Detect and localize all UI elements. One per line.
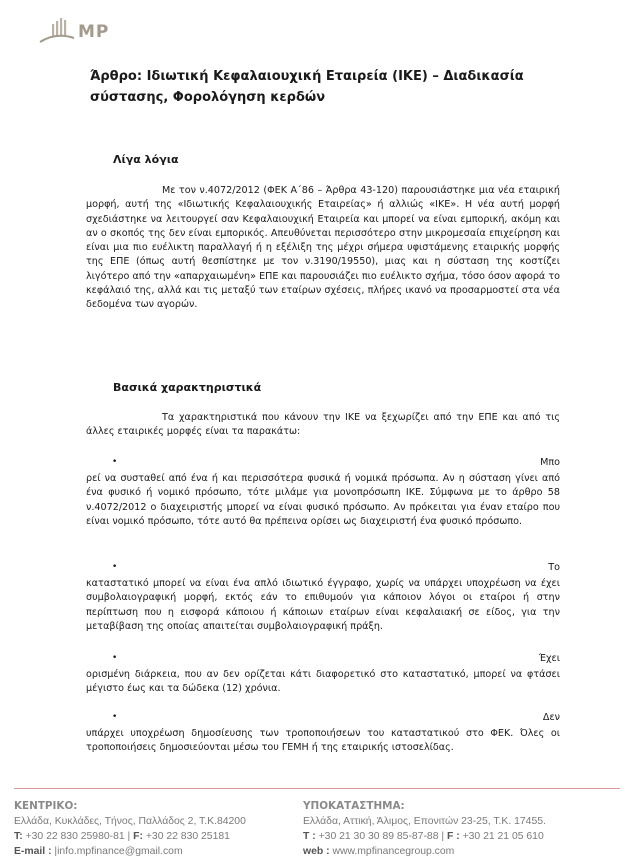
footer-branch bbox=[303, 799, 623, 859]
bullet-icon: • bbox=[112, 457, 118, 467]
bullet-lead-text: Μπο bbox=[540, 457, 560, 468]
bullet-body-text: υπάρχει υποχρέωση δημοσίευσης των τροποποιήσεων του καταστατικού στο ΦΕΚ. Όλες οι τροποποιήσεις δημοσιεύονται μέσω του ΓΕΜΗ ή της εταιρικής ιστοσελίδας. bbox=[86, 728, 560, 754]
bullet-icon: • bbox=[112, 653, 118, 663]
fax-label: F: bbox=[133, 831, 143, 842]
bullet-body-text: καταστατικό μπορεί να είναι ένα απλό ιδιωτικό έγγραφο, χωρίς να υπάρχει υποχρέωση να έχει συμβολαιογραφική μορφή, εκτός εάν το επιθυμούν για κάποιον λόγοι οι εταίροι ή στην περίπτωση που η εισφορά κάποιου ή κάποιων εταίρων είναι κεφαλαιακή σε είδος, για την μεταβίβαση της οποίας απαιτείται συμβολαιογραφική πράξη. bbox=[86, 578, 560, 632]
footer-branch-contacts: Τ : +30 21 30 30 89 85-87-88 | F : +30 21 21 05 610 bbox=[303, 831, 544, 842]
fax-label: F : bbox=[446, 831, 460, 842]
list-item bbox=[86, 653, 560, 667]
footer-email-link[interactable]: info.mpfinance@gmail.com bbox=[57, 846, 183, 857]
footer-branch-phone: +30 21 30 30 89 85-87-88 bbox=[318, 831, 439, 842]
phone-label: Τ: bbox=[14, 831, 23, 842]
logo-text: MP bbox=[78, 22, 110, 42]
features-intro-paragraph bbox=[86, 411, 560, 440]
footer-separator bbox=[14, 788, 620, 789]
bullet-lead-text: Το bbox=[548, 562, 560, 573]
footer-web-link[interactable]: www.mpfinancegroup.com bbox=[332, 846, 455, 857]
bullet-lead-text: Έχει bbox=[538, 653, 560, 664]
bars-swoosh-logo-icon bbox=[38, 18, 78, 46]
footer-hq-email-row: E-mail : |info.mpfinance@gmail.com bbox=[14, 846, 183, 857]
company-logo bbox=[38, 18, 148, 46]
intro-paragraph bbox=[86, 184, 560, 313]
footer-branch-fax: +30 21 21 05 610 bbox=[462, 831, 544, 842]
footer-hq-address: Ελλάδα, Κυκλάδες, Τήνος, Παλλάδος 2, Τ.Κ.84200 bbox=[14, 816, 246, 827]
footer-branch-heading: ΥΠΟΚΑΤΑΣΤΗΜΑ: bbox=[303, 800, 405, 812]
list-item bbox=[86, 562, 560, 576]
bullet-icon: • bbox=[112, 712, 118, 722]
bullet-body-text: ρεί να συσταθεί από ένα ή και περισσότερα φυσικά ή νομικά πρόσωπα. Αν η σύσταση γίνει από ένα φυσικό ή νομικό πρόσωπο, τότε μιλάμε για μονοπρόσωπη ΙΚΕ. Σύμφωνα με το άρθρο 58 ν.4072/2012 ο διαχειριστής μπορεί να είναι φυσικό πρόσωπο. Αν πρόκειται για έναν εταίρο που είναι νομικό πρόσωπο, τότε αυτό θα πρέπεινα ορίσει ως διαχειριστή ένα φυσικό πρόσωπο. bbox=[86, 473, 560, 527]
web-label: web : bbox=[303, 846, 330, 857]
footer-hq-phone: +30 22 830 25980-81 bbox=[25, 831, 125, 842]
footer-branch-address: Ελλάδα, Αττική, Άλιμος, Επονιτών 23-25, Τ.Κ. 17455. bbox=[303, 816, 546, 827]
bullet-lead-text: Δεν bbox=[542, 712, 560, 723]
list-item bbox=[86, 712, 560, 726]
bullet-body-text: ορισμένη διάρκεια, που αν δεν ορίζεται κάτι διαφορετικό στο καταστατικό, μπορεί να φτάσει μέγιστο έως και τα δώδεκα (12) χρόνια. bbox=[86, 669, 560, 695]
features-intro-text: Τα χαρακτηριστικά που κάνουν την ΙΚΕ να ξεχωρίζει από την ΕΠΕ και από τις άλλες εταιρικές μορφές είναι τα παρακάτω: bbox=[86, 412, 560, 438]
footer-headquarters bbox=[14, 799, 304, 859]
list-item bbox=[86, 457, 560, 471]
footer-hq-fax: +30 22 830 25181 bbox=[145, 831, 230, 842]
bullet-icon: • bbox=[112, 562, 118, 572]
footer-branch-web-row bbox=[303, 844, 623, 859]
section-heading-intro: Λίγα λόγια bbox=[113, 153, 179, 166]
intro-text: Με τον ν.4072/2012 (ΦΕΚ Α΄86 – Άρθρα 43-120) παρουσιάστηκε μια νέα εταιρική μορφή, αυτή της «Ιδιωτικής Κεφαλαιουχικής Εταιρείας» ή αλλιώς «ΙΚΕ». Η νέα αυτή μορφή σχεδιάστηκε να λειτουργεί σαν Κεφαλαιουχική Εταιρεία και μπορεί να είναι εμπορική, ακόμη και αν ο σκοπός της δεν είναι εμπορικός. Απευθύνεται περισσότερο στην μικρομεσαία επιχείρηση και είναι μια πιο ευέλικτη παραλλαγή ή η εξέλιξη της μέχρι σήμερα υφιστάμενης εταιρικής μορφής της ΕΠΕ (όπως αυτή θεσπίστηκε με τον ν.3190/19550), μιας και η σύσταση της κοστίζει λιγότερο από την «απαρχαιωμένη» ΕΠΕ και παρουσιάζει πιο ευέλικτο σχήμα, τόσο όσον αφορά το κεφάλαιό της, αλλά και τις μεταξύ των εταίρων σχέσεις, πλήρες ικανό να προσαρμοστεί στα νέα δεδομένα των αγορών. bbox=[86, 185, 560, 311]
footer-hq-contacts: Τ: +30 22 830 25980-81 | F: +30 22 830 25181 bbox=[14, 831, 230, 842]
article-title: Άρθρο: Ιδιωτική Κεφαλαιουχική Εταιρεία (ΙΚΕ) – Διαδικασία σύστασης, Φορολόγηση κερδών bbox=[90, 69, 524, 105]
phone-label: Τ : bbox=[303, 831, 316, 842]
footer-hq-heading: ΚΕΝΤΡΙΚΟ: bbox=[14, 800, 78, 812]
section-heading-features: Βασικά χαρακτηριστικά bbox=[113, 381, 262, 394]
email-label: E-mail : bbox=[14, 846, 52, 857]
